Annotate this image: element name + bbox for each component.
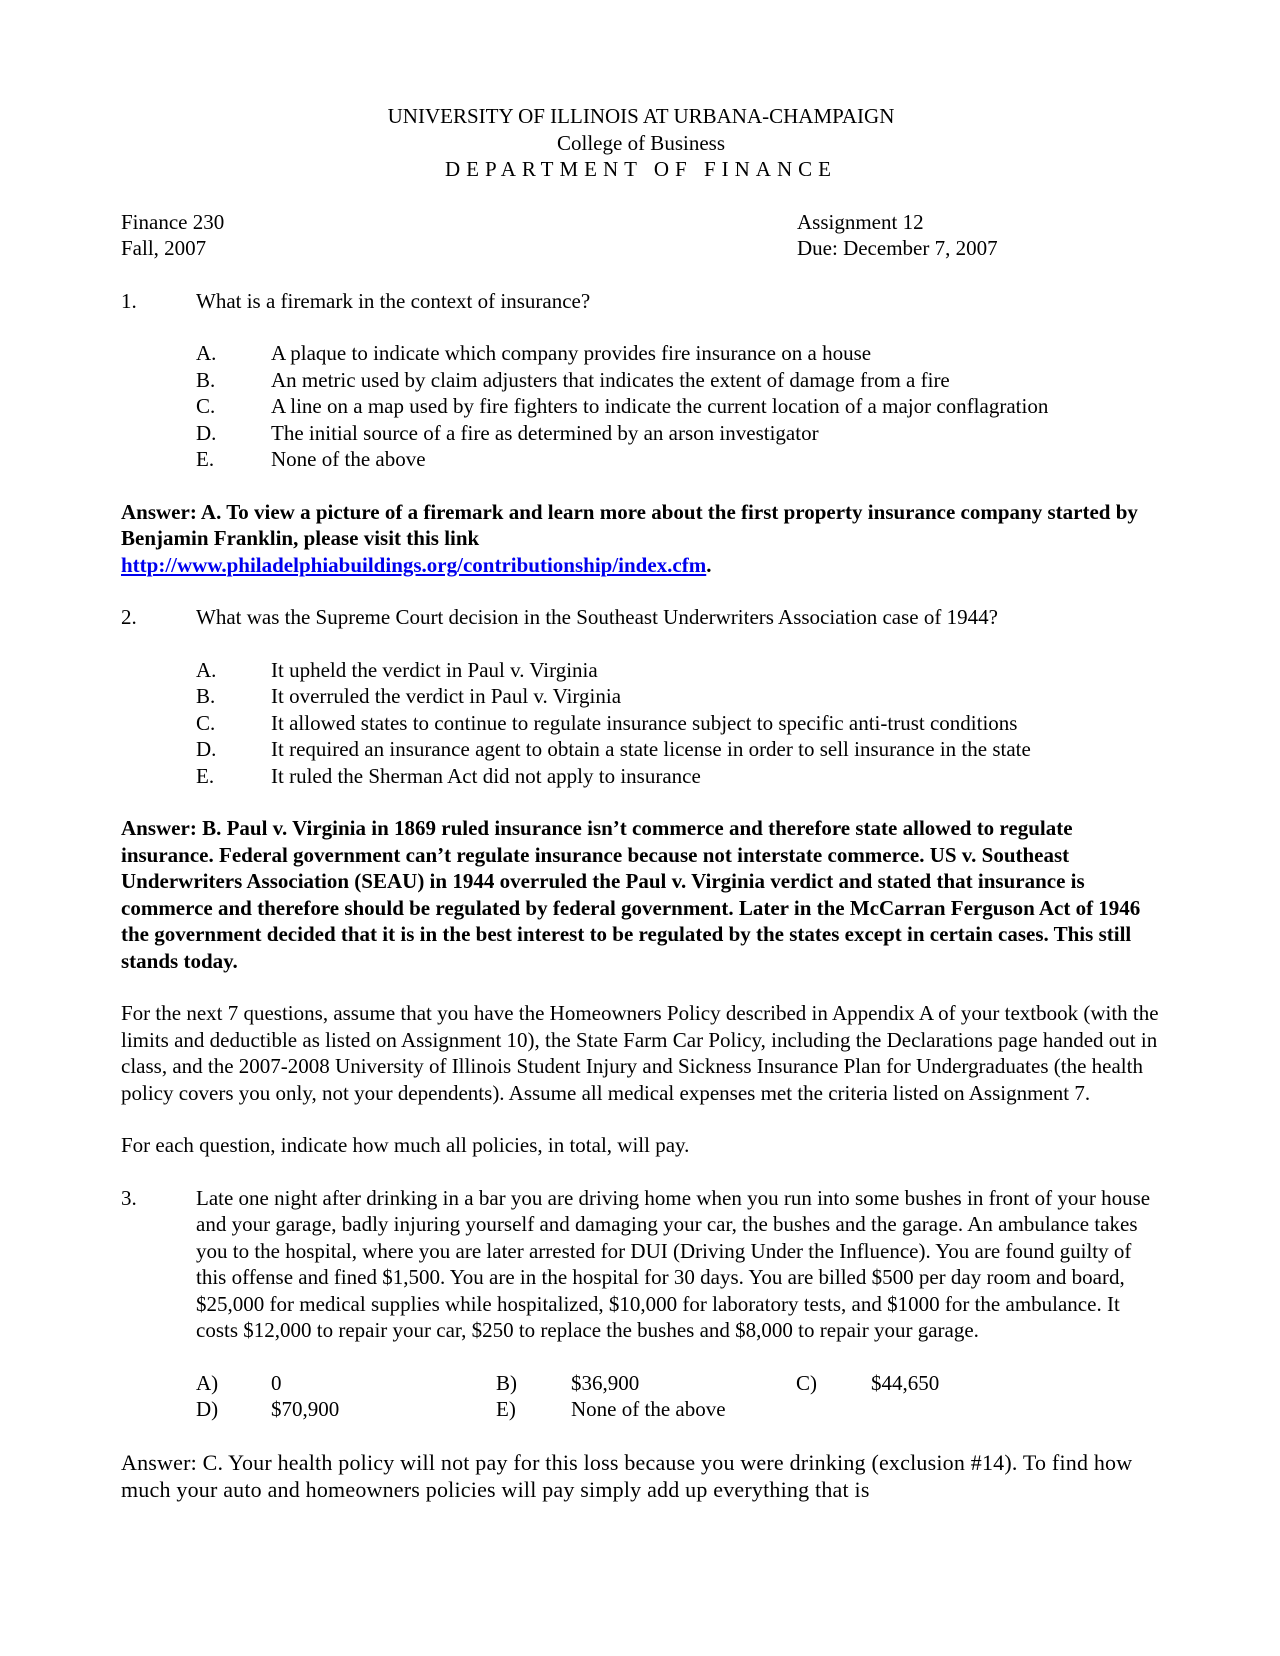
question-number: 2. bbox=[121, 605, 137, 629]
question-text: What is a firemark in the context of insurance? bbox=[196, 288, 591, 313]
option-text: It required an insurance agent to obtain a state license in order to sell insurance in the state bbox=[271, 737, 1031, 761]
answer-text: Answer: A. To view a picture of a firemark and learn more about the first property insurance company started by Benjamin Franklin, please visit this link bbox=[121, 499, 1138, 550]
question-number: 1. bbox=[121, 288, 137, 313]
option-text: An metric used by claim adjusters that indicates the extent of damage from a fire bbox=[271, 367, 950, 392]
instruction-paragraph: For each question, indicate how much all policies, in total, will pay. bbox=[121, 1133, 690, 1157]
choice-value: $70,900 bbox=[271, 1397, 340, 1421]
question-2 bbox=[121, 604, 1161, 631]
due-date: Due: December 7, 2007 bbox=[797, 236, 998, 260]
option-letter: C. bbox=[196, 710, 216, 735]
option-letter: D. bbox=[196, 737, 217, 761]
question-3-choices bbox=[121, 1370, 1161, 1423]
option-letter: E. bbox=[196, 763, 215, 788]
choice-letter: C) bbox=[796, 1370, 817, 1395]
choice-letter: D) bbox=[196, 1397, 219, 1421]
option-text: A line on a map used by fire fighters to indicate the current location of a major conflagration bbox=[271, 394, 1049, 418]
question-1-options bbox=[121, 340, 1161, 473]
option bbox=[196, 683, 1161, 710]
option bbox=[196, 367, 1161, 394]
course-name: Finance 230 bbox=[121, 209, 225, 234]
question-3-answer: Answer: C. Your health policy will not pay for this loss because you were drinking (exclusion #14). To find how much your auto and homeowners policies will pay simply add up everything that is bbox=[121, 1449, 1133, 1502]
intro-paragraph: For the next 7 questions, assume that you have the Homeowners Policy described in Appendix A of your textbook (with the limits and deductible as listed on Assignment 10), the State Farm Car Policy, including the Declarations page handed out in class, and the 2007-2008 University of Illinois Student Injury and Sickness Insurance Plan for Undergraduates (the health policy covers you only, not your dependents). Assume all medical expenses met the criteria listed on Assignment 7. bbox=[121, 1001, 1159, 1105]
header-college: College of Business bbox=[557, 130, 725, 155]
choice-value: $44,650 bbox=[871, 1370, 940, 1395]
option bbox=[196, 420, 1161, 447]
choice-value: None of the above bbox=[571, 1397, 726, 1421]
question-2-options bbox=[121, 657, 1161, 790]
answer-period: . bbox=[706, 552, 712, 577]
option-letter: D. bbox=[196, 420, 217, 445]
option-letter: A. bbox=[196, 657, 217, 682]
option bbox=[196, 736, 1161, 763]
question-text: What was the Supreme Court decision in the Southeast Underwriters Association case of 1944? bbox=[196, 605, 998, 629]
option bbox=[196, 446, 1161, 473]
option-text: None of the above bbox=[271, 447, 426, 471]
option-text: It allowed states to continue to regulate insurance subject to specific anti-trust conditions bbox=[271, 710, 1018, 735]
option bbox=[196, 763, 1161, 790]
header-university: UNIVERSITY OF ILLINOIS AT URBANA-CHAMPAIGN bbox=[387, 104, 895, 128]
choice-letter: B) bbox=[496, 1370, 517, 1395]
choice-value: 0 bbox=[271, 1370, 282, 1395]
document-page bbox=[121, 103, 1161, 1503]
firemark-link[interactable]: http://www.philadelphiabuildings.org/contributionship/index.cfm bbox=[121, 552, 707, 577]
option-letter: B. bbox=[196, 367, 216, 392]
option bbox=[196, 657, 1161, 684]
question-1-answer bbox=[121, 499, 1161, 579]
option-letter: A. bbox=[196, 341, 217, 365]
choice bbox=[196, 1370, 496, 1397]
option-letter: E. bbox=[196, 447, 215, 471]
question-number: 3. bbox=[121, 1185, 137, 1210]
option-text: It ruled the Sherman Act did not apply to insurance bbox=[271, 763, 701, 788]
header-department: DEPARTMENT OF FINANCE bbox=[445, 157, 837, 181]
choice bbox=[796, 1370, 1096, 1397]
option-letter: C. bbox=[196, 394, 216, 418]
question-2-answer: Answer: B. Paul v. Virginia in 1869 ruled insurance isn’t commerce and therefore state allowed to regulate insurance. Federal government can’t regulate insurance because not interstate commerce. US v. Southeast Underwriters Association (SEAU) in 1944 overruled the Paul v. Virginia verdict and stated that insurance is commerce and therefore should be regulated by federal government. Later in the McCarran Ferguson Act of 1946 the government decided that it is in the best interest to be regulated by the states except in certain cases. This still stands today. bbox=[121, 816, 1141, 973]
question-1 bbox=[121, 288, 1161, 315]
choice bbox=[496, 1370, 796, 1397]
choice-letter: E) bbox=[496, 1397, 516, 1421]
option-text: It upheld the verdict in Paul v. Virginia bbox=[271, 657, 598, 682]
option-text: It overruled the verdict in Paul v. Virginia bbox=[271, 684, 622, 708]
option bbox=[196, 393, 1161, 420]
choice bbox=[496, 1396, 796, 1423]
course-term: Fall, 2007 bbox=[121, 236, 207, 260]
option bbox=[196, 340, 1161, 367]
question-text: Late one night after drinking in a bar you are driving home when you run into some bushes in front of your house and your garage, badly injuring yourself and damaging your car, the bushes and the garage. An ambulance takes you to the hospital, where you are later arrested for DUI (Driving Under the Influence). You are found guilty of this offense and fined $1,500. You are in the hospital for 30 days. You are billed $500 per day room and board, $25,000 for medical supplies while hospitalized, $10,000 for laboratory tests, and $1000 for the ambulance. It costs $12,000 to repair your car, $250 to replace the bushes and $8,000 to repair your garage. bbox=[196, 1185, 1151, 1342]
assignment-number: Assignment 12 bbox=[797, 209, 924, 234]
course-meta bbox=[121, 209, 1161, 262]
option-text: The initial source of a fire as determined by an arson investigator bbox=[271, 420, 819, 445]
option-letter: B. bbox=[196, 684, 216, 708]
choice-value: $36,900 bbox=[571, 1370, 640, 1395]
option bbox=[196, 710, 1161, 737]
option-text: A plaque to indicate which company provides fire insurance on a house bbox=[271, 341, 872, 365]
choice bbox=[196, 1396, 496, 1423]
choice-letter: A) bbox=[196, 1370, 219, 1395]
question-3 bbox=[121, 1185, 1161, 1344]
